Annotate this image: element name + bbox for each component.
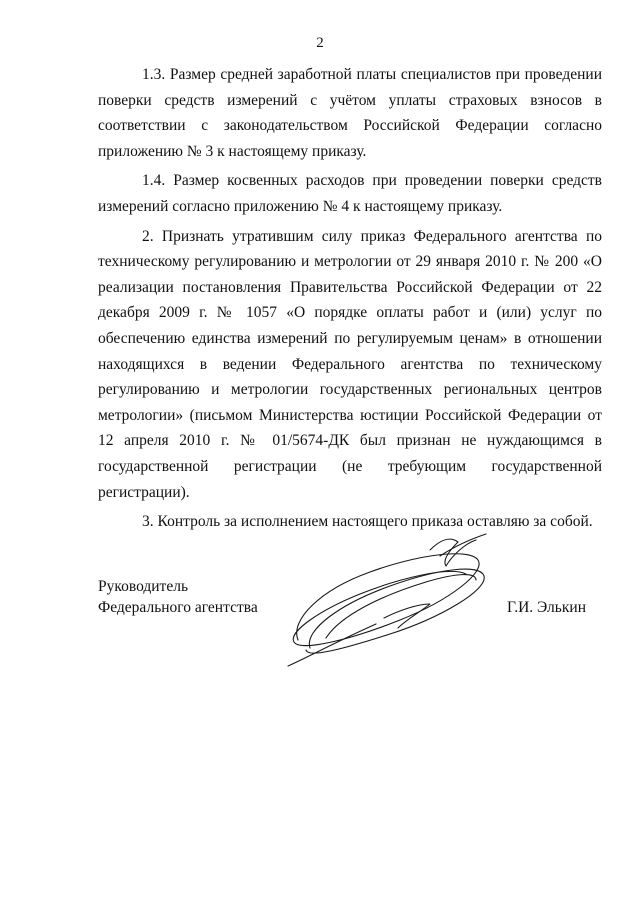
signatory-title-line-1: Руководитель <box>98 578 189 595</box>
signatory-title-line-2: Федерального агентства <box>98 599 258 616</box>
page-number: 2 <box>316 35 324 51</box>
paragraph-1-4: 1.4. Размер косвенных расходов при проведении поверки средств измерений согласно приложению № 4 к настоящему приказу. <box>98 172 602 215</box>
signatory-title <box>98 576 258 618</box>
paragraph-3: 3. Контроль за исполнением настоящего приказа оставляю за собой. <box>142 513 593 531</box>
signer-name: Г.И. Элькин <box>507 599 586 616</box>
paragraph-1-3: 1.3. Размер средней заработной платы специалистов при проведении поверки средств измерений с учётом уплаты страховых взносов в соответствии с законодательством Российской Федерации согласно приложению № 3 к настоящему приказу. <box>98 66 602 160</box>
handwritten-signature <box>280 520 500 670</box>
paragraph-2: 2. Признать утратившим силу приказ Федерального агентства по техническому регулированию и метрологии от 29 января 2010 г. № 200 «О реализации постановления Правительства Российской Федерации от 22 декабря 2009 г. № 1057 «О порядке оплаты работ и (или) услуг по обеспечению единства измерений по регулируемым ценам» в отношении находящихся в ведении Федерального агентства по техническому регулированию и метрологии государственных региональных центров метрологии» (письмом Министерства юстиции Российской Федерации от 12 апреля 2010 г. № 01/5674-ДК был признан не нуждающимся в государственной регистрации (не требующим государственной регистрации). <box>98 227 602 501</box>
document-body <box>98 62 602 539</box>
